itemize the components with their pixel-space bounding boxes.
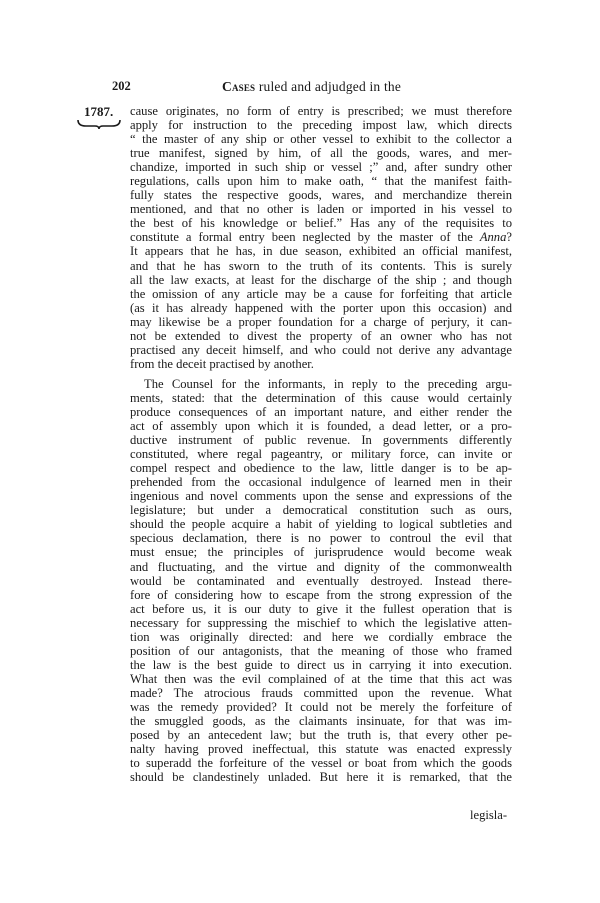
- text-line: should the people acquire a habit of yielding to logical subtleties and: [130, 517, 512, 532]
- running-title-smallcaps: Cases: [222, 79, 256, 94]
- text-line: fully states the respective goods, wares, and merchandize therein: [130, 188, 512, 203]
- text-line: from the deceit practised by another.: [130, 356, 314, 371]
- text-line: and that he has sworn to the truth of its contents. This is surely: [130, 258, 512, 273]
- text-line: posed by an antecedent law; but the truth is, that every other pe-: [130, 728, 512, 743]
- text-line: the smuggled goods, as the claimants insinuate, for that was im-: [130, 714, 512, 729]
- text-line: may likewise be a proper foundation for a charge of perjury, it can-: [130, 314, 512, 329]
- ship-name: Anna: [479, 230, 507, 245]
- page-number: 202: [112, 79, 131, 93]
- text-line: not be extended to divest the property of an owner who has not: [130, 328, 512, 343]
- text-line: What then was the evil complained of at the time that this act was: [130, 671, 512, 686]
- text-line: The Counsel for the informants, in reply to the preceding argu-: [144, 376, 512, 391]
- text-line: fore of considering how to escape from the strong expression of the: [130, 587, 512, 602]
- margin-year: 1787.: [84, 104, 114, 119]
- text-line: prehended from the occasional indulgence of learned men in their: [130, 475, 512, 490]
- text-line: act of assembly upon which it is founded, a dead letter, or a pro-: [130, 419, 512, 434]
- text-line: nalty having proved ineffectual, this statute was enacted expressly: [130, 742, 512, 757]
- text-line: constitute a formal entry been neglected by the master of the Anna?: [130, 230, 512, 245]
- text-line: “ the master of any ship or other vessel to exhibit to the collector a: [130, 132, 512, 147]
- body-text: [130, 104, 512, 784]
- text-line: produce consequences of an important nature, and either render the: [130, 404, 512, 419]
- running-title: [222, 79, 401, 95]
- text-line: apply for instruction to the preceding impost law, which directs: [130, 118, 512, 133]
- text-line: made? The atrocious frauds committed upon the revenue. What: [130, 685, 512, 700]
- text-line: ingenious and novel comments upon the sense and expressions of the: [130, 489, 512, 504]
- catchword: legisla-: [470, 808, 508, 822]
- text-line: would be contaminated and eventually destroyed. Instead there-: [130, 573, 512, 588]
- text-line: chandize, imported in such ship or vessel ;” and, after sundry other: [130, 160, 512, 175]
- text-line: should be clandestinely unladed. But here it is remarked, that the: [130, 770, 512, 785]
- text-line: constituted, where regal pageantry, or military force, can invite or: [130, 447, 512, 462]
- text-line: the omission of any article may be a cause for forfeiting that article: [130, 286, 512, 301]
- text-line: the law is the best guide to direct us in carrying it into execution.: [130, 657, 512, 672]
- text-line: compel respect and obedience to the law, little danger is to be ap-: [130, 461, 512, 476]
- text-line: cause originates, no form of entry is prescribed; we must therefore: [130, 104, 512, 118]
- text-line: practised any deceit himself, and who could not derive any advantage: [130, 342, 512, 357]
- running-head: [112, 79, 512, 95]
- text-line: and fluctuating, and the virtue and dignity of the commonwealth: [130, 559, 512, 574]
- text-line: true manifest, signed by him, of all the goods, wares, and mer-: [130, 146, 512, 161]
- text-line: was the remedy provided? It could not be merely the forfeiture of: [130, 699, 512, 714]
- paragraph: [130, 377, 512, 784]
- text-line: legislature; but under a democratical constitution such as ours,: [130, 503, 512, 518]
- text-line: specious declamation, there is no power to controul the evil that: [130, 531, 512, 546]
- text-line: to superadd the forfeiture of the vessel or boat from which the goods: [130, 756, 512, 771]
- text-line: all the law exacts, at least for the discharge of the ship ; and though: [130, 272, 512, 287]
- text-line: act before us, it is our duty to give it the fullest operation that is: [130, 601, 512, 616]
- margin-brace-icon: [76, 118, 122, 130]
- text-line: mentioned, and that no other is laden or imported in his vessel to: [130, 202, 512, 217]
- text-line: position of our antagonists, that the meaning of those who framed: [130, 643, 512, 658]
- text-line: regulations, calls upon him to make oath, “ that the manifest faith-: [130, 174, 512, 189]
- paragraph: [130, 104, 512, 371]
- text-line: ments, stated: that the determination of this cause would certainly: [130, 390, 512, 405]
- text-line: the best of his knowledge or belief.” Has any of the requisites to: [130, 216, 512, 231]
- text-line: tion was originally directed: and here we cordially embrace the: [130, 629, 512, 644]
- running-title-rest: ruled and adjudged in the: [255, 79, 402, 94]
- text-line: It appears that he has, in due season, exhibited an official manifest,: [130, 244, 512, 259]
- text-line: must ensue; the principles of jurisprudence would become weak: [130, 545, 512, 560]
- text-line: ductive instrument of public revenue. In governments differently: [130, 433, 512, 448]
- text-line: necessary for suppressing the mischief to which the legislative atten-: [130, 615, 512, 630]
- text-line: (as it has already happened with the porter upon this occasion) and: [130, 300, 512, 315]
